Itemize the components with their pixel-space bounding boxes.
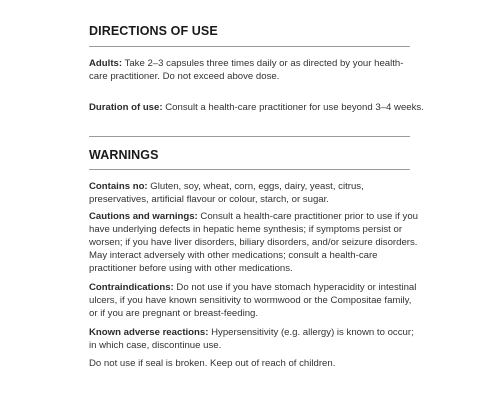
contains-label: Contains no:: [89, 181, 148, 192]
duration-label: Duration of use:: [89, 102, 163, 113]
contraindications-label: Contraindications:: [89, 282, 174, 293]
directions-heading-rule: [89, 46, 410, 47]
cautions-label: Cautions and warnings:: [89, 211, 198, 222]
duration-text: Consult a health-care practitioner for use beyond 3–4 weeks.: [162, 102, 424, 113]
contains-paragraph: [89, 180, 420, 206]
section-divider: [89, 136, 410, 137]
cautions-text: Consult a health-care practitioner prior to use if you have underlying defects in hepatic heme synthesis; if symptoms persist or worsen; if you have liver disorders, biliary disorders, and/or seizure disorders. May interact adversely with other medications; consult a health-care practitioner before using with other medications.: [89, 211, 418, 274]
adults-label: Adults:: [89, 58, 123, 69]
warnings-heading-rule: [89, 169, 410, 170]
duration-paragraph: [89, 101, 440, 114]
cautions-paragraph: [89, 210, 420, 275]
warnings-heading: WARNINGS: [89, 148, 159, 162]
contains-text: Gluten, soy, wheat, corn, eggs, dairy, yeast, citrus, preservatives, artificial flavour or colour, starch, or sugar.: [89, 181, 364, 205]
adverse-reactions-paragraph: [89, 326, 420, 352]
adverse-reactions-text: Hypersensitivity (e.g. allergy) is known to occur; in which case, discontinue use.: [89, 327, 414, 351]
contraindications-paragraph: [89, 281, 422, 320]
adverse-reactions-label: Known adverse reactions:: [89, 327, 209, 338]
directions-heading: DIRECTIONS OF USE: [89, 24, 218, 38]
adults-text: Take 2–3 capsules three times daily or as directed by your health-care practitioner. Do not exceed above dose.: [89, 58, 404, 82]
seal-warning-paragraph: Do not use if seal is broken. Keep out of reach of children.: [89, 358, 336, 369]
adults-paragraph: [89, 57, 414, 83]
contraindications-text: Do not use if you have stomach hyperacidity or intestinal ulcers, if you have known sensitivity to wormwood or the Compositae family, or if you are pregnant or breast-feeding.: [89, 282, 417, 319]
